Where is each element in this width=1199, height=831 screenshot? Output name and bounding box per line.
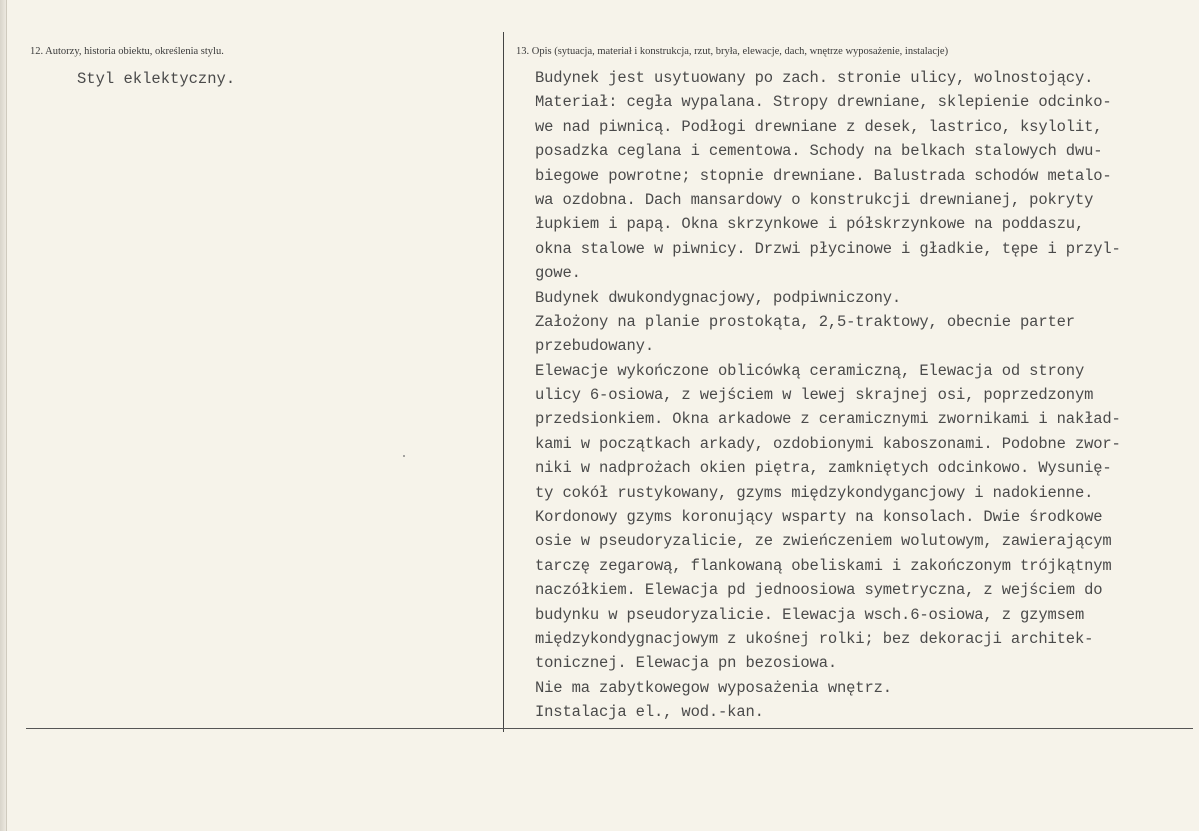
description-line: Nie ma zabytkowegow wyposażenia wnętrz. xyxy=(535,678,892,697)
description-line: Instalacja el., wod.-kan. xyxy=(535,703,764,722)
description-line: Założony na planie prostokąta, 2,5-traktowy, obecnie parter xyxy=(535,312,1075,331)
description-line: przedsionkiem. Okna arkadowe z ceramicznymi zwornikami i nakład- xyxy=(535,410,1121,429)
description-line: ulicy 6-osiowa, z wejściem w lewej skrajnej osi, poprzedzonym xyxy=(535,386,1094,405)
description-line: biegowe powrotne; stopnie drewniane. Balustrada schodów metalo- xyxy=(535,166,1112,185)
description-line: łupkiem i papą. Okna skrzynkowe i półskrzynkowe na poddaszu, xyxy=(535,215,1085,234)
section-12-header: 12. Autorzy, historia obiektu, określenia stylu. xyxy=(30,46,224,57)
description-line: naczółkiem. Elewacja pd jednoosiowa symetryczna, z wejściem do xyxy=(535,581,1103,600)
description-line: osie w pseudoryzalicie, ze zwieńczeniem wolutowym, zawierającym xyxy=(535,532,1112,551)
description-line: Elewacje wykończone oblicówką ceramiczną, Elewacja od strony xyxy=(535,361,1085,380)
description-line: Budynek dwukondygnacjowy, podpiwniczony. xyxy=(535,288,902,307)
description-line: niki w nadprożach okien piętra, zamkniętych odcinkowo. Wysunię- xyxy=(535,459,1112,478)
description-line: Budynek jest usytuowany po zach. stronie ulicy, wolnostojący. xyxy=(535,69,1094,87)
column-divider xyxy=(503,32,504,732)
description-line: tonicznej. Elewacja pn bezosiowa. xyxy=(535,654,838,673)
section-13-header: 13. Opis (sytuacja, materiał i konstrukcja, rzut, bryła, elewacje, dach, wnętrze wyposażenie, instalacje) xyxy=(516,46,949,57)
description-line: przebudowany. xyxy=(535,337,654,356)
section-13-description xyxy=(535,66,1121,725)
description-line: we nad piwnicą. Podłogi drewniane z desek, lastrico, ksylolit, xyxy=(535,117,1103,136)
description-line: wa ozdobna. Dach mansardowy o konstrukcji drewnianej, pokryty xyxy=(535,190,1094,209)
description-line: budynku w pseudoryzalicie. Elewacja wsch.6-osiowa, z gzymsem xyxy=(535,605,1085,624)
description-line: posadzka ceglana i cementowa. Schody na belkach stalowych dwu- xyxy=(535,142,1103,161)
paper-speck xyxy=(403,455,405,457)
description-line: gowe. xyxy=(535,264,581,283)
description-line: Materiał: cegła wypalana. Stropy drewniane, sklepienie odcinko- xyxy=(535,93,1112,112)
description-line: kami w początkach arkady, ozdobionymi kaboszonami. Podobne zwor- xyxy=(535,434,1121,453)
bottom-rule xyxy=(26,728,1193,729)
description-line: tarczę zegarową, flankowaną obeliskami i zakończonym trójkątnym xyxy=(535,556,1112,575)
description-line: międzykondygnacjowym z ukośnej rolki; bez dekoracji architek- xyxy=(535,629,1094,648)
description-line: Kordonowy gzyms koronujący wsparty na konsolach. Dwie środkowe xyxy=(535,508,1103,527)
section-12-text: Styl eklektyczny. xyxy=(77,70,236,88)
description-line: okna stalowe w piwnicy. Drzwi płycinowe i gładkie, tępe i przyl- xyxy=(535,239,1121,258)
description-line: ty cokół rustykowany, gzyms międzykondygancjowy i nadokienne. xyxy=(535,483,1094,502)
